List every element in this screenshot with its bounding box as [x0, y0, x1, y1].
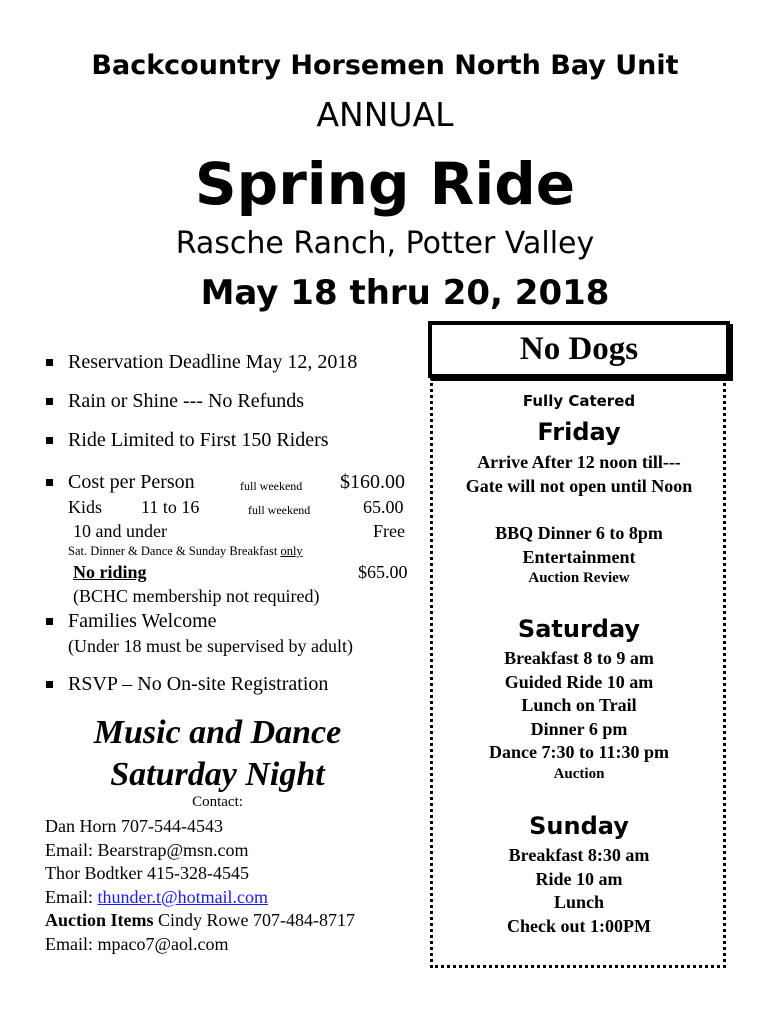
- catered-label: Fully Catered: [522, 392, 636, 410]
- contact-line-6: Email: mpaco7@aol.com: [45, 933, 229, 954]
- saturday-auction: Auction: [553, 766, 605, 782]
- contact-line-1: Dan Horn 707-544-4543: [45, 816, 223, 836]
- sunday-item: Ride 10 am: [535, 868, 623, 889]
- friday-bbq: BBQ Dinner 6 to 8pm: [495, 523, 663, 543]
- bchc-note: (BCHC membership not required): [73, 586, 320, 606]
- saturday-item: Lunch on Trail: [521, 695, 637, 715]
- contact-email-prefix: Email:: [45, 886, 98, 907]
- contact-line-5: [45, 909, 355, 933]
- sunday-item: Breakfast 8:30 am: [508, 845, 650, 865]
- email-link[interactable]: thunder.t@hotmail.com: [97, 886, 269, 907]
- cost-price: $160.00: [340, 471, 405, 493]
- music-line-1: Music and Dance: [93, 714, 342, 751]
- no-riding-label: No riding: [73, 562, 147, 582]
- no-dogs-banner: No Dogs: [428, 321, 730, 378]
- music-line-2: Saturday Night: [110, 756, 325, 793]
- page-title: Spring Ride: [194, 150, 576, 218]
- contact-line-4: [45, 886, 355, 910]
- annual-label: ANNUAL: [316, 95, 454, 134]
- friday-item: Arrive After 12 noon till---: [477, 452, 681, 472]
- contact-line-2: Email: Bearstrap@msn.com: [45, 839, 249, 860]
- bullet-deadline: Reservation Deadline May 12, 2018: [68, 351, 358, 373]
- cost-sub: full weekend: [240, 479, 303, 493]
- kids-sub: full weekend: [248, 503, 311, 517]
- bullet-rain: Rain or Shine --- No Refunds: [68, 390, 305, 412]
- music-dance-heading: [45, 712, 390, 796]
- under18-note: (Under 18 must be supervised by adult): [68, 636, 353, 656]
- bullet-families: Families Welcome: [68, 610, 217, 632]
- contact-line-3: Thor Bodtker 415-328-4545: [45, 863, 249, 883]
- saturday-item: Dinner 6 pm: [530, 718, 628, 739]
- event-dates: May 18 thru 20, 2018: [200, 273, 610, 313]
- saturday-item: Dance 7:30 to 11:30 pm: [489, 742, 669, 762]
- friday-item: Gate will not open until Noon: [465, 475, 693, 496]
- saturday-list: [432, 647, 726, 765]
- sat-note-text: Sat. Dinner & Dance & Sunday Breakfast: [68, 544, 278, 558]
- kids-price: 65.00: [363, 497, 404, 517]
- sat-note: [68, 544, 303, 559]
- saturday-heading: Saturday: [517, 615, 641, 643]
- friday-auction: Auction Review: [528, 570, 630, 586]
- bullet-limit: Ride Limited to First 150 Riders: [68, 429, 329, 451]
- auction-items-label: Auction Items: [45, 910, 154, 930]
- bullet-rsvp: RSVP – No On-site Registration: [68, 673, 329, 695]
- saturday-item: Guided Ride 10 am: [504, 671, 654, 692]
- sunday-item: Check out 1:00PM: [507, 915, 651, 936]
- venue: Rasche Ranch, Potter Valley: [175, 226, 595, 261]
- friday-heading: Friday: [537, 418, 621, 446]
- org-name: Backcountry Horsemen North Bay Unit: [91, 50, 679, 81]
- contact-heading: Contact:: [192, 794, 243, 810]
- auction-contact: Cindy Rowe 707-484-8717: [153, 910, 355, 930]
- friday-list: [432, 451, 726, 498]
- bullet-cost: Cost per Person: [68, 471, 195, 493]
- friday-entertainment: Entertainment: [522, 546, 636, 567]
- sunday-heading: Sunday: [529, 812, 629, 840]
- kids-label: Kids: [68, 497, 103, 517]
- sunday-list: [432, 844, 726, 938]
- sunday-item: Lunch: [553, 892, 605, 912]
- under-label: 10 and under: [73, 521, 167, 541]
- sat-note-only: only: [280, 544, 303, 558]
- saturday-item: Breakfast 8 to 9 am: [504, 648, 654, 668]
- no-riding-price: $65.00: [358, 562, 408, 582]
- contact-block: [45, 815, 355, 956]
- kids-range: 11 to 16: [141, 497, 200, 517]
- under-price: Free: [373, 521, 405, 541]
- friday-evening: [432, 522, 726, 569]
